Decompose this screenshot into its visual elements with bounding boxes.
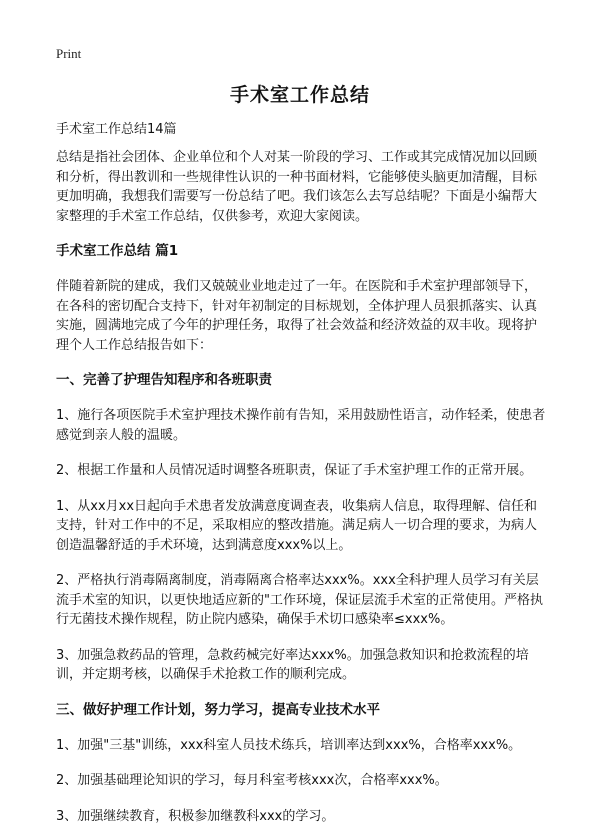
page-title: 手术室工作总结 (229, 84, 370, 106)
list-item: 2、根据工作量和人员情况适时调整各班职责，保证了手术室护理工作的正常开展。 (56, 463, 533, 478)
list-item: 1、加强"三基"训练，xxx科室人员技术练兵，培训率达到xxx%，合格率xxx%。 (56, 737, 522, 753)
list-item: 3、加强继续教育，积极参加继教科xxx的学习。 (56, 808, 335, 824)
intro-paragraph: 总结是指社会团体、企业单位和个人对某一阶段的学习、工作或其完成情况加以回顾和分析，得出教训和一些规律性认识的一种书面材料，它能够使头脑更加清醒，目标更加明确，我想我们需要写一份总结了吧。我们该怎么去写总结呢？下面是小编帮大家整理的手术室工作总结，仅供参考，欢迎大家阅读。 (56, 150, 538, 224)
list-item: 3、加强急救药品的管理，急救药械完好率达xxx%。加强急救知识和抢救流程的培训，并定期考核，以确保手术抢救工作的顺利完成。 (56, 647, 529, 682)
article-intro-paragraph: 伴随着新院的建成，我们又兢兢业业地走过了一年。在医院和手术室护理部领导下，在各科的密切配合支持下，针对年初制定的目标规划，全体护理人员狠抓落实、认真实施，圆满地完成了今年的护理任务，取得了社会效益和经济效益的双丰收。现将护理个人工作总结报告如下： (56, 279, 538, 353)
list-item: 2、严格执行消毒隔离制度，消毒隔离合格率达xxx%。xxx全科护理人员学习有关层流手术室的知识，以更快地适应新的"工作环境，保证层流手术室的正常使用。严格执行无菌技术操作规程，防止院内感染，确保手术切口感染率≤xxx%。 (56, 573, 543, 627)
print-link[interactable]: Print (56, 46, 82, 61)
document-subtitle: 手术室工作总结14篇 (56, 122, 177, 137)
list-item: 1、施行各项医院手术室护理技术操作前有告知，采用鼓励性语言，动作轻柔，使患者感觉到亲人般的温暖。 (56, 408, 546, 443)
document-body (56, 148, 548, 838)
list-item: 1、从xx月xx日起向手术患者发放满意度调查表，收集病人信息，取得理解、信任和支持，针对工作中的不足，采取相应的整改措施。满足病人一切合理的要求，为病人创造温馨舒适的手术环境，达到满意度xxx%以上。 (56, 498, 538, 553)
article-heading: 手术室工作总结 篇1 (56, 243, 179, 259)
list-item: 2、加强基础理论知识的学习，每月科室考核xxx次，合格率xxx%。 (56, 773, 448, 788)
section-heading: 一、完善了护理告知程序和各班职责 (56, 372, 272, 388)
section-heading: 三、做好护理工作计划，努力学习，提高专业技术水平 (56, 701, 380, 718)
